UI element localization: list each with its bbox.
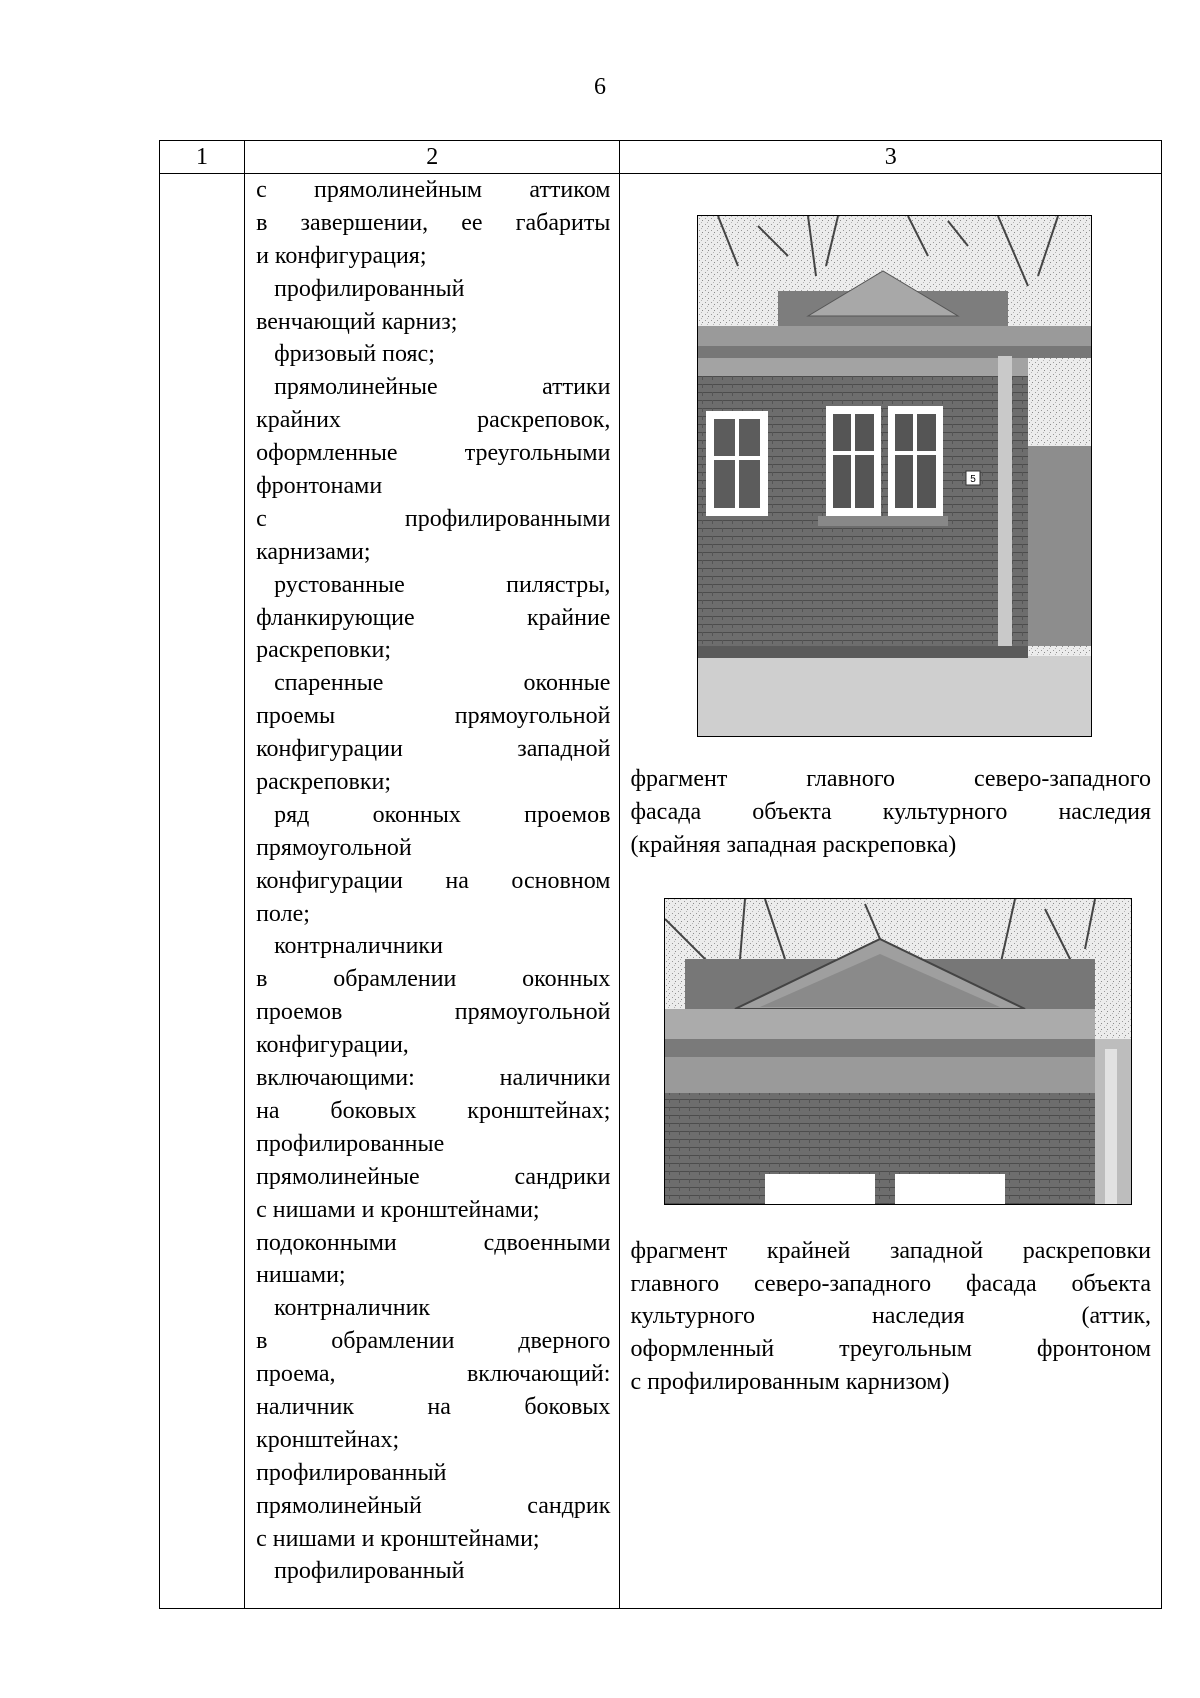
caption-line: оформленный треугольным фронтоном	[630, 1336, 1151, 1363]
description-line: с профилированными	[256, 505, 611, 532]
description-line: кронштейнах;	[256, 1426, 400, 1453]
description-line: прямоугольной	[256, 834, 412, 861]
description-line: профилированный	[256, 1459, 447, 1486]
description-line: фронтонами	[256, 473, 383, 500]
description-line: оформленные треугольными	[256, 440, 611, 467]
description-line: включающими: наличники	[256, 1065, 611, 1092]
description-line: в обрамлении дверного	[256, 1328, 611, 1355]
page-number: 6	[594, 74, 606, 100]
west-projection-attic-pediment-photo	[664, 898, 1132, 1205]
description-line: профилированные	[256, 1130, 445, 1157]
description-lines	[256, 174, 610, 1588]
photo1-caption	[630, 763, 1151, 862]
description-line: проемы прямоугольной	[256, 703, 611, 730]
description-line: ряд оконных проемов	[274, 801, 611, 828]
description-line: профилированный	[274, 1558, 465, 1585]
caption-line: главного северо-западного фасада объекта	[630, 1270, 1151, 1297]
description-line: в завершении, ее габариты	[256, 209, 611, 236]
caption-line: (крайняя западная раскреповка)	[630, 831, 957, 858]
caption-line: фрагмент крайней западной раскреповки	[630, 1237, 1151, 1264]
description-line: прямолинейные аттики	[274, 374, 611, 401]
description-line: и конфигурация;	[256, 242, 427, 269]
description-line: конфигурации западной	[256, 736, 611, 763]
northwest-facade-west-projection-photo	[697, 215, 1092, 737]
description-line: конфигурации на основном	[256, 867, 611, 894]
column-header-3: 3	[620, 141, 1162, 174]
description-line: конфигурации,	[256, 1032, 409, 1059]
description-line: с прямолинейным аттиком	[256, 177, 611, 203]
description-line: фланкирующие крайние	[256, 604, 611, 631]
description-line: крайних раскреповок,	[256, 407, 611, 434]
description-line: нишами;	[256, 1262, 346, 1289]
description-line: проемов прямоугольной	[256, 999, 611, 1026]
column-header-2: 2	[245, 141, 620, 174]
description-line: с нишами и кронштейнами;	[256, 1196, 540, 1223]
description-line: контрналичник	[274, 1295, 431, 1322]
caption-line: фасада объекта культурного наследия	[630, 798, 1151, 825]
caption-line: с профилированным карнизом)	[630, 1369, 950, 1396]
number-cell	[160, 174, 245, 1609]
description-line: прямолинейные сандрики	[256, 1163, 611, 1190]
description-line: венчающий карниз;	[256, 308, 458, 335]
heritage-elements-table	[159, 140, 1162, 1609]
caption-line: фрагмент главного северо-западного	[630, 766, 1151, 792]
description-line: спаренные оконные	[274, 670, 611, 697]
description-line: раскреповки;	[256, 769, 392, 796]
description-line: поле;	[256, 900, 310, 927]
photo2-caption	[630, 1235, 1151, 1399]
photo-cell	[620, 174, 1162, 1609]
table-row	[160, 174, 1162, 1609]
description-line: проема, включающий:	[256, 1361, 611, 1388]
description-line: наличник на боковых	[256, 1393, 611, 1420]
description-line: на боковых кронштейнах;	[256, 1097, 611, 1124]
house-number-sign: 5	[970, 474, 977, 485]
description-line: профилированный	[274, 275, 465, 302]
description-line: контрналичники	[274, 933, 443, 960]
caption-line: культурного наследия (аттик,	[630, 1303, 1151, 1330]
description-line: рустованные пилястры,	[274, 571, 611, 598]
description-line: в обрамлении оконных	[256, 966, 611, 993]
description-cell	[245, 174, 620, 1609]
description-line: прямолинейный сандрик	[256, 1492, 611, 1519]
description-line: карнизами;	[256, 538, 371, 565]
description-line: с нишами и кронштейнами;	[256, 1525, 540, 1552]
description-line: фризовый пояс;	[274, 341, 435, 368]
description-line: раскреповки;	[256, 637, 392, 664]
description-line: подоконными сдвоенными	[256, 1229, 611, 1256]
table-header-row	[160, 141, 1162, 174]
column-header-1: 1	[160, 141, 245, 174]
